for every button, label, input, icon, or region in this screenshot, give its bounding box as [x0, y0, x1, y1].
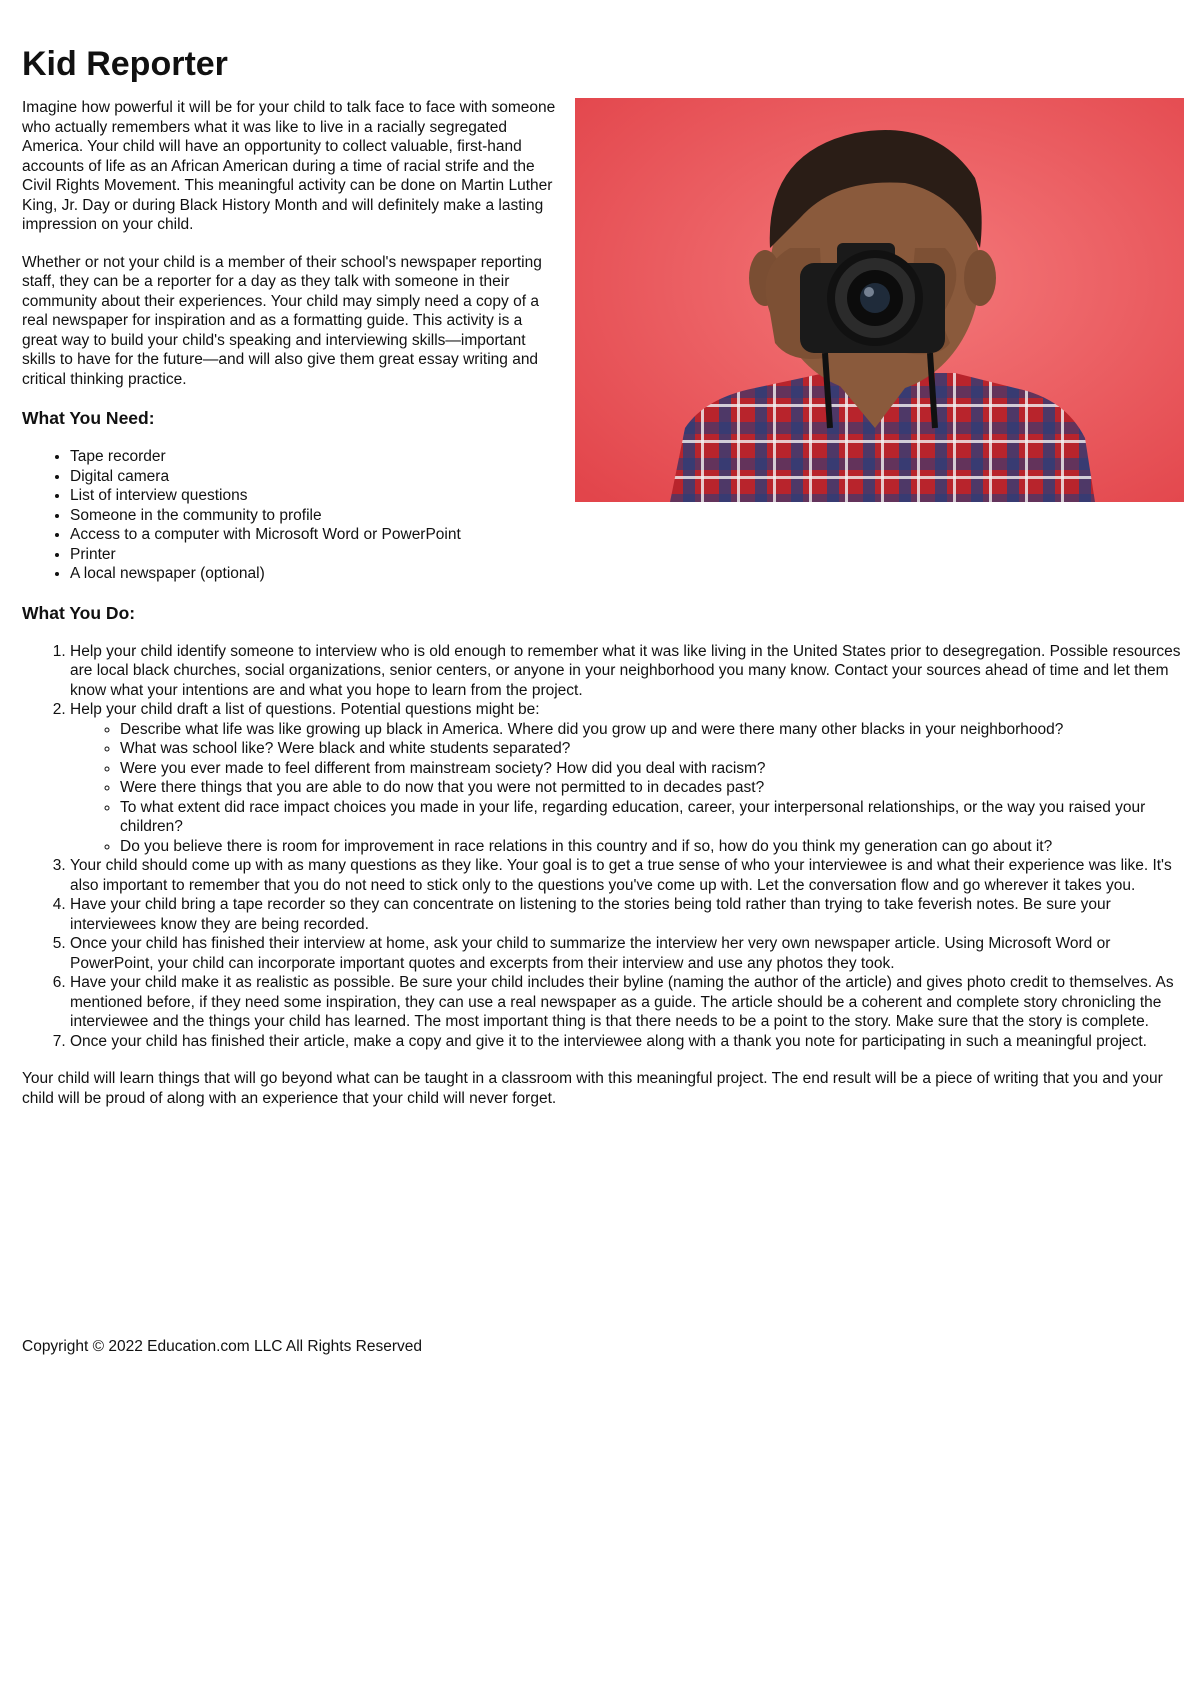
kid-with-camera-photo: [575, 98, 1184, 502]
page-title: Kid Reporter: [22, 45, 228, 83]
question-item: ◦ Do you believe there is room for improvement in race relations in this country and if so, how do you think my generation can go about it?: [120, 837, 1182, 857]
intro-paragraph-1: Imagine how powerful it will be for your child to talk face to face with someone who actually remembers what it was like to live in a racially segregated America. Your child will have an opportunity to collect valuable, first-hand accounts of life as an African American during a time of racial strife and the Civil Rights Movement. This meaningful activity can be done on Martin Luther King, Jr. Day or during Black History Month and will definitely make a lasting impression on your child.: [22, 99, 556, 233]
step-text: Help your child draft a list of questions. Potential questions might be:: [70, 701, 540, 718]
questions-list: [70, 720, 1182, 857]
photo-illustration: [575, 98, 1184, 502]
step-item: [70, 856, 1182, 895]
steps-list: [22, 642, 1182, 1052]
list-item: • Access to a computer with Microsoft Word or PowerPoint: [70, 525, 557, 545]
list-item: • Printer: [70, 545, 557, 565]
step-item: [70, 895, 1182, 934]
step-item: [70, 700, 1182, 856]
step-item: [70, 934, 1182, 973]
article: [22, 0, 1182, 1126]
what-you-do-heading: What You Do:: [22, 602, 136, 623]
step-text: Have your child bring a tape recorder so they can concentrate on listening to the stories being told rather than trying to take feverish notes. Be sure your interviewees know they are being recorded.: [70, 896, 1111, 933]
question-item: ◦ Were you ever made to feel different from mainstream society? How did you deal with racism?: [120, 759, 1182, 779]
step-item: [70, 642, 1182, 701]
question-item: ◦ To what extent did race impact choices you made in your life, regarding education, career, your interpersonal relationships, or the way you raised your children?: [120, 798, 1182, 837]
list-item: • Digital camera: [70, 467, 557, 487]
what-you-need-heading: What You Need:: [22, 408, 155, 428]
step-item: [70, 973, 1182, 1032]
supplies-list: [22, 447, 557, 584]
question-item: ◦ What was school like? Were black and white students separated?: [120, 739, 1182, 759]
intro-paragraph-2: Whether or not your child is a member of their school's newspaper reporting staff, they can be a reporter for a day as they talk with someone in their community about their experiences. Your child may simply need a copy of a real newspaper for inspiration and as a formatting guide. This activity is a great way to build your child's speaking and interviewing skills—important skills to have for the future—and will also give them great essay writing and critical thinking practice.: [22, 253, 542, 388]
step-text: Help your child identify someone to interview who is old enough to remember what it was like living in the United States prior to desegregation. Possible resources are local black churches, social organizations, senior centers, or anyone in your neighborhood you many know. Contact your sources ahead of time and let them know what your intentions are and what you hope to learn from the project.: [70, 642, 1181, 699]
question-item: ◦ Were there things that you are able to do now that you were not permitted to in decades past?: [120, 778, 1182, 798]
step-text: Your child should come up with as many questions as they like. Your goal is to get a true sense of who your interviewee is and what their experience was like. It's also important to remember that you do not need to stick only to the questions you've come up with. Let the conversation flow and go wherever it takes you.: [70, 857, 1172, 894]
step-text: Once your child has finished their interview at home, ask your child to summarize the interview her very own newspaper article. Using Microsoft Word or PowerPoint, your child can incorporate important quotes and excerpts from their interview and use any photos they took.: [70, 935, 1111, 972]
step-text: Have your child make it as realistic as possible. Be sure your child includes their byline (naming the author of the article) and gives photo credit to themselves. As mentioned before, if they need some inspiration, they can use a real newspaper as a guide. The article should be a coherent and complete story chronicling the interviewee and the things your child has learned. The most important thing is that there needs to be a point to the story. Make sure that the story is complete.: [70, 974, 1174, 1030]
list-item: • List of interview questions: [70, 486, 557, 506]
step-text: Once your child has finished their article, make a copy and give it to the interviewee along with a thank you note for participating in such a meaningful project.: [70, 1032, 1147, 1050]
copyright-footer: Copyright © 2022 Education.com LLC All Rights Reserved: [22, 1338, 422, 1355]
question-item: ◦ Describe what life was like growing up black in America. Where did you grow up and were there many other blacks in your neighborhood?: [120, 720, 1182, 740]
step-item: [70, 1032, 1182, 1052]
intro-text: [22, 98, 557, 584]
intro-section: [22, 98, 1182, 584]
closing-paragraph: Your child will learn things that will go beyond what can be taught in a classroom with this meaningful project. The end result will be a piece of writing that you and your child will be proud of along with an experience that your child will never forget.: [22, 1070, 1163, 1107]
list-item: • Tape recorder: [70, 447, 557, 467]
list-item: • A local newspaper (optional): [70, 564, 557, 584]
list-item: • Someone in the community to profile: [70, 506, 557, 526]
